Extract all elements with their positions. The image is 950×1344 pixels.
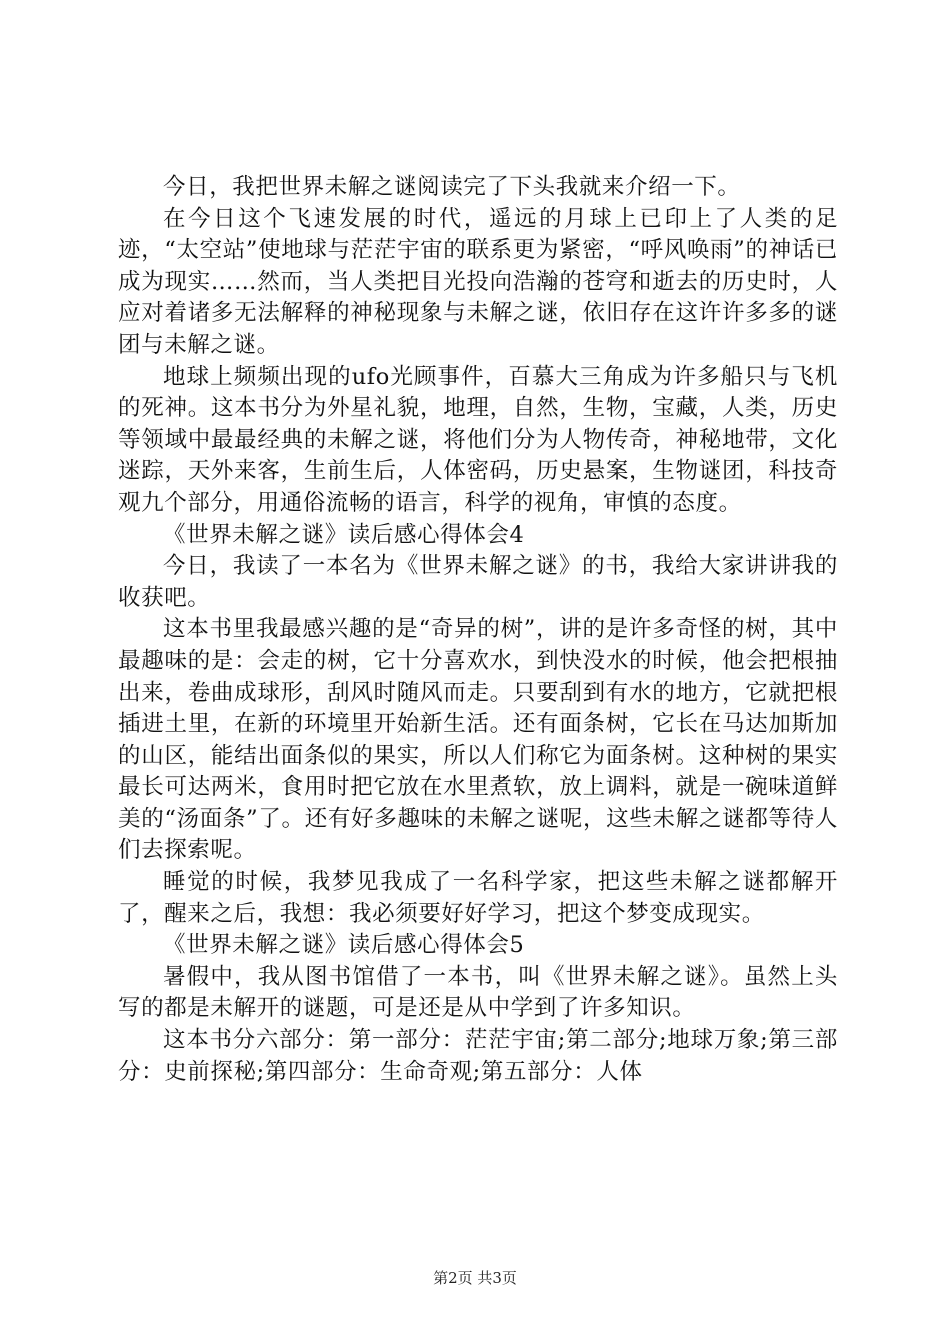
page-footer: 第2页 共3页 bbox=[433, 1269, 517, 1287]
section-heading-5: 《世界未解之谜》读后感心得体会5 bbox=[163, 932, 525, 959]
paragraph-8: 这本书分六部分：第一部分：茫茫宇宙;第二部分;地球万象;第三部分：史前探秘;第四部分：生命奇观;第五部分：人体 bbox=[118, 1027, 838, 1085]
document-body bbox=[118, 172, 838, 1088]
section-heading-4: 《世界未解之谜》读后感心得体会4 bbox=[163, 521, 525, 548]
paragraph-7: 暑假中，我从图书馆借了一本书，叫《世界未解之谜》。虽然上头写的都是未解开的谜题，可是还是从中学到了许多知识。 bbox=[118, 963, 838, 1022]
paragraph-2: 在今日这个飞速发展的时代，遥远的月球上已印上了人类的足迹，“太空站”使地球与茫茫宇宙的联系更为紧密，“呼风唤雨”的神话已成为现实……然而，当人类把目光投向浩瀚的苍穹和逝去的历史时，人应对着诸多无法解释的神秘现象与未解之谜，依旧存在这许许多多的谜团与未解之谜。 bbox=[118, 205, 838, 358]
paragraph-5: 这本书里我最感兴趣的是“奇异的树”，讲的是许多奇怪的树，其中最趣味的是：会走的树，它十分喜欢水，到快没水的时候，他会把根抽出来，卷曲成球形，刮风时随风而走。只要刮到有水的地方，它就把根插进土里，在新的环境里开始新生活。还有面条树，它长在马达加斯加的山区，能结出面条似的果实，所以人们称它为面条树。这种树的果实最长可达两米，食用时把它放在水里煮软，放上调料，就是一碗味道鲜美的“汤面条”了。还有好多趣味的未解之谜呢，这些未解之谜都等待人们去探索呢。 bbox=[118, 616, 838, 864]
paragraph-3: 地球上频频出现的ufo光顾事件，百慕大三角成为许多船只与飞机的死神。这本书分为外星礼貌，地理，自然，生物，宝藏，人类，历史等领域中最最经典的未解之谜，将他们分为人物传奇，神秘地带，文化迷踪，天外来客，生前生后，人体密码，历史悬案，生物谜团，科技奇观九个部分，用通俗流畅的语言，科学的视角，审慎的态度。 bbox=[118, 363, 838, 516]
paragraph-1: 今日，我把世界未解之谜阅读完了下头我就来介绍一下。 bbox=[163, 174, 741, 200]
paragraph-4: 今日，我读了一本名为《世界未解之谜》的书，我给大家讲讲我的收获吧。 bbox=[118, 553, 838, 611]
paragraph-6: 睡觉的时候，我梦见我成了一名科学家，把这些未解之谜都解开了，醒来之后，我想：我必须要好好学习，把这个梦变成现实。 bbox=[118, 869, 838, 927]
